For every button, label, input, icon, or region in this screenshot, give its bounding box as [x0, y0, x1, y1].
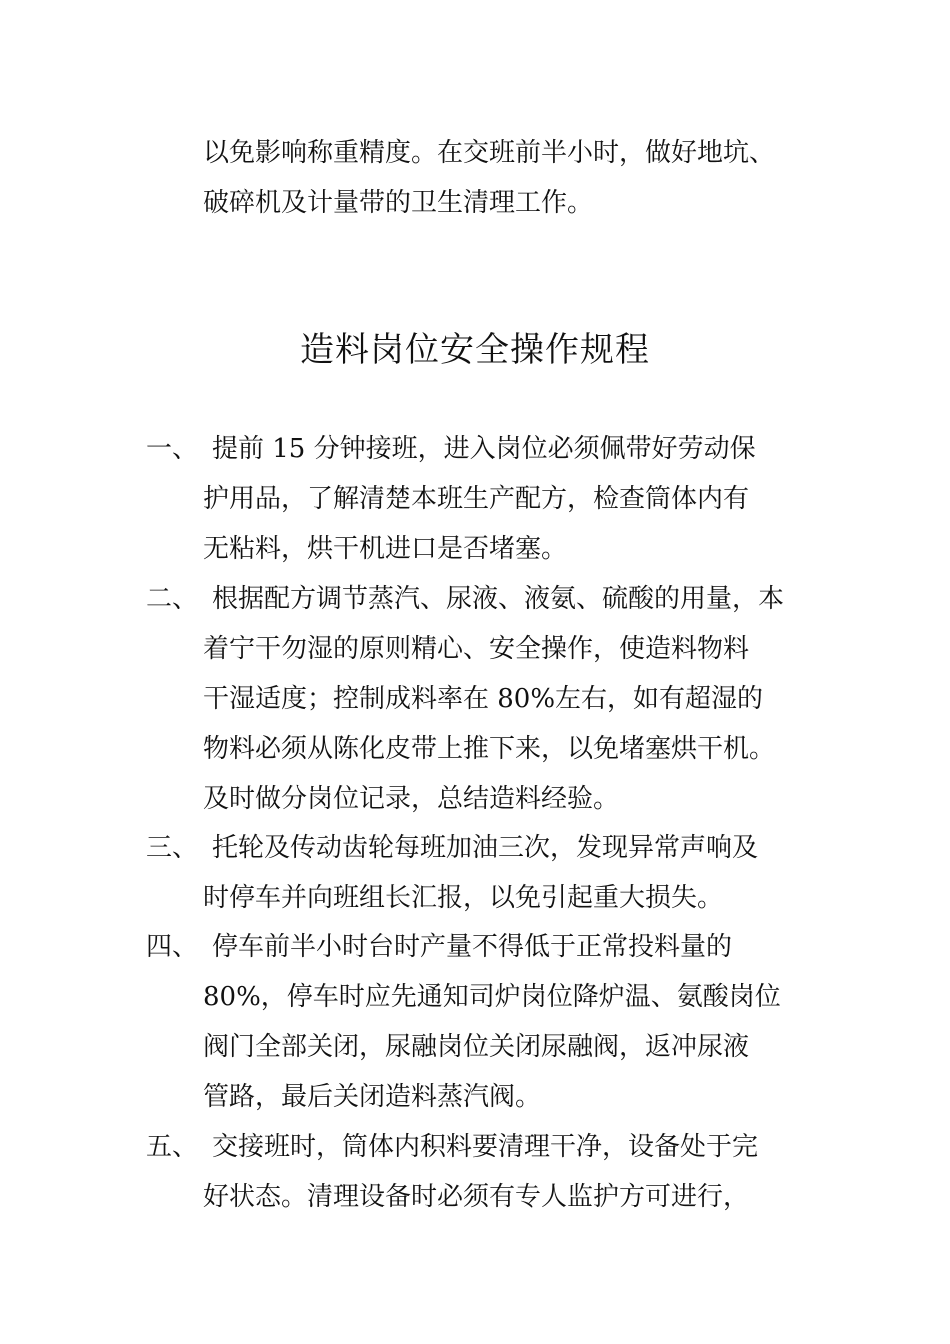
continuation-line: 破碎机及计量带的卫生清理工作。: [203, 188, 594, 218]
section-line: 干湿适度；控制成料率在 80%左右，如有超湿的: [203, 684, 764, 714]
section-line: 护用品，了解清楚本班生产配方，检查筒体内有: [203, 484, 750, 514]
section-line: 着宁干勿湿的原则精心、安全操作，使造料物料: [203, 634, 750, 664]
section-number: 五、: [146, 1132, 199, 1162]
section-line: 托轮及传动齿轮每班加油三次，发现异常声响及: [212, 833, 759, 863]
document-title: 造料岗位安全操作规程: [300, 330, 650, 370]
section-line: 物料必须从陈化皮带上推下来，以免堵塞烘干机。: [203, 734, 776, 764]
section-line: 交接班时，筒体内积料要清理干净，设备处于完: [212, 1132, 759, 1162]
continuation-paragraph: [203, 128, 843, 228]
continuation-line: 以免影响称重精度。在交班前半小时，做好地坑、: [203, 138, 776, 168]
section-number: 四、: [146, 932, 199, 962]
section-number: 一、: [146, 434, 199, 464]
section-line: 无粘料，烘干机进口是否堵塞。: [203, 534, 568, 564]
section-line: 根据配方调节蒸汽、尿液、液氨、硫酸的用量，本: [212, 584, 785, 614]
section-line: 时停车并向班组长汇报，以免引起重大损失。: [203, 883, 724, 913]
section-line: 好状态。清理设备时必须有专人监护方可进行，: [203, 1182, 750, 1212]
section-line: 阀门全部关闭，尿融岗位关闭尿融阀，返冲尿液: [203, 1032, 750, 1062]
section-line: 管路，最后关闭造料蒸汽阀。: [203, 1082, 542, 1112]
section-line: 停车前半小时台时产量不得低于正常投料量的: [212, 932, 733, 962]
section-number: 二、: [146, 584, 199, 614]
section-line: 及时做分岗位记录，总结造料经验。: [203, 784, 620, 814]
section-line: 提前 15 分钟接班，进入岗位必须佩带好劳动保: [212, 434, 756, 464]
section-number: 三、: [146, 833, 199, 863]
section-line: 80%，停车时应先通知司炉岗位降炉温、氨酸岗位: [203, 982, 781, 1012]
